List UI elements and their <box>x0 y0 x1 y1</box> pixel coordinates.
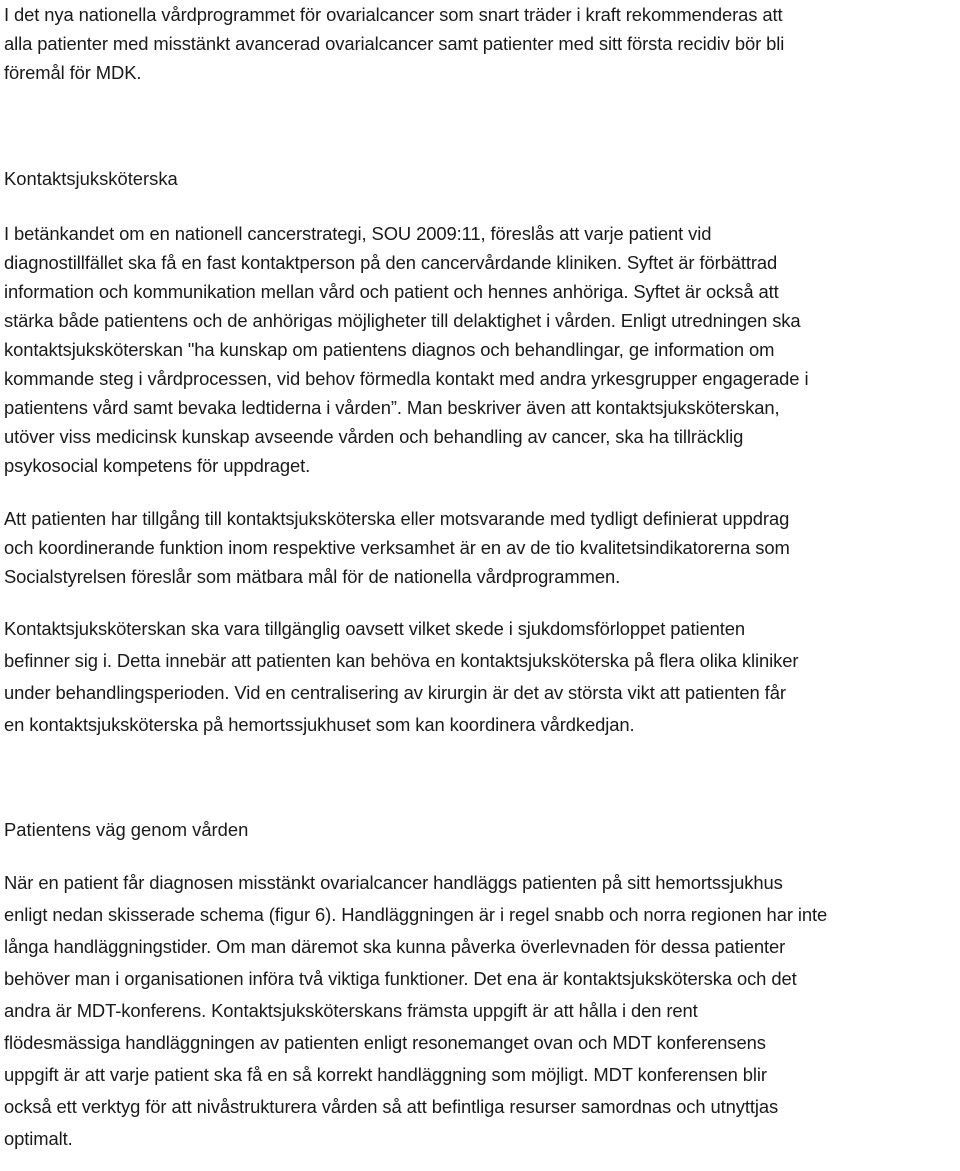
paragraph-diagnos: När en patient får diagnosen misstänkt ovarialcancer handläggs patienten på sitt hemortssjukhus enligt nedan skisserade schema (figur 6). Handläggningen är i regel snabb och norra regionen har inte långa handläggningstider. Om man däremot ska kunna påverka överlevnaden för dessa patienter behöver man i organisationen införa två viktiga funktioner. Det ena är kontaktsjuksköterska och det andra är MDT-konferens. Kontaktsjuksköterskans främsta uppgift är att hålla i den rent flödesmässiga handläggningen av patienten enligt resonemanget ovan och MDT konferensens uppgift är att varje patient ska få en så korrekt handläggning som möjligt. MDT konferensen blir också ett verktyg för att nivåstrukturera vården så att befintliga resurser samordnas och utnyttjas optimalt. <box>4 872 828 1149</box>
paragraph-betankandet: I betänkandet om en nationell cancerstrategi, SOU 2009:11, föreslås att varje patient vid diagnostillfället ska få en fast kontaktperson på den cancervårdande kliniken. Syftet är förbättrad information och kommunikation mellan vård och patient och hennes anhöriga. Syftet är också att stärka både patientens och de anhörigas möjligheter till delaktighet i vården. Enligt utredningen ska kontaktsjuksköterskan "ha kunskap om patientens diagnos och behandlingar, ge information om kommande steg i vårdprocessen, vid behov förmedla kontakt med andra yrkesgrupper engagerade i patientens vård samt bevaka ledtiderna i vården”. Man beskriver även att kontaktsjuksköterskan, utöver viss medicinsk kunskap avseende vården och behandling av cancer, ska ha tillräcklig psykosocial kompetens för uppdraget. <box>4 223 809 476</box>
section-heading-patientens-vag: Patientens väg genom vården <box>4 819 249 840</box>
intro-paragraph: I det nya nationella vårdprogrammet för ovarialcancer som snart träder i kraft rekommenderas att alla patienter med misstänkt avancerad ovarialcancer samt patienter med sitt första recidiv bör bli föremål för MDK. <box>4 4 785 83</box>
document-page <box>4 0 956 1155</box>
paragraph-tillgang: Att patienten har tillgång till kontaktsjuksköterska eller motsvarande med tydligt definierat uppdrag och koordinerande funktion inom respektive verksamhet är en av de tio kvalitetsindikatorerna som Socialstyrelsen föreslår som mätbara mål för de nationella vårdprogrammen. <box>4 508 790 587</box>
paragraph-tillganglig: Kontaktsjuksköterskan ska vara tillgänglig oavsett vilket skede i sjukdomsförloppet patienten befinner sig i. Detta innebär att patienten kan behöva en kontaktsjuksköterska på flera olika kliniker under behandlingsperioden. Vid en centralisering av kirurgin är det av största vikt att patienten får en kontaktsjuksköterska på hemortssjukhuset som kan koordinera vårdkedjan. <box>4 618 799 735</box>
section-heading-kontaktsjukskoterska: Kontaktsjuksköterska <box>4 168 178 189</box>
